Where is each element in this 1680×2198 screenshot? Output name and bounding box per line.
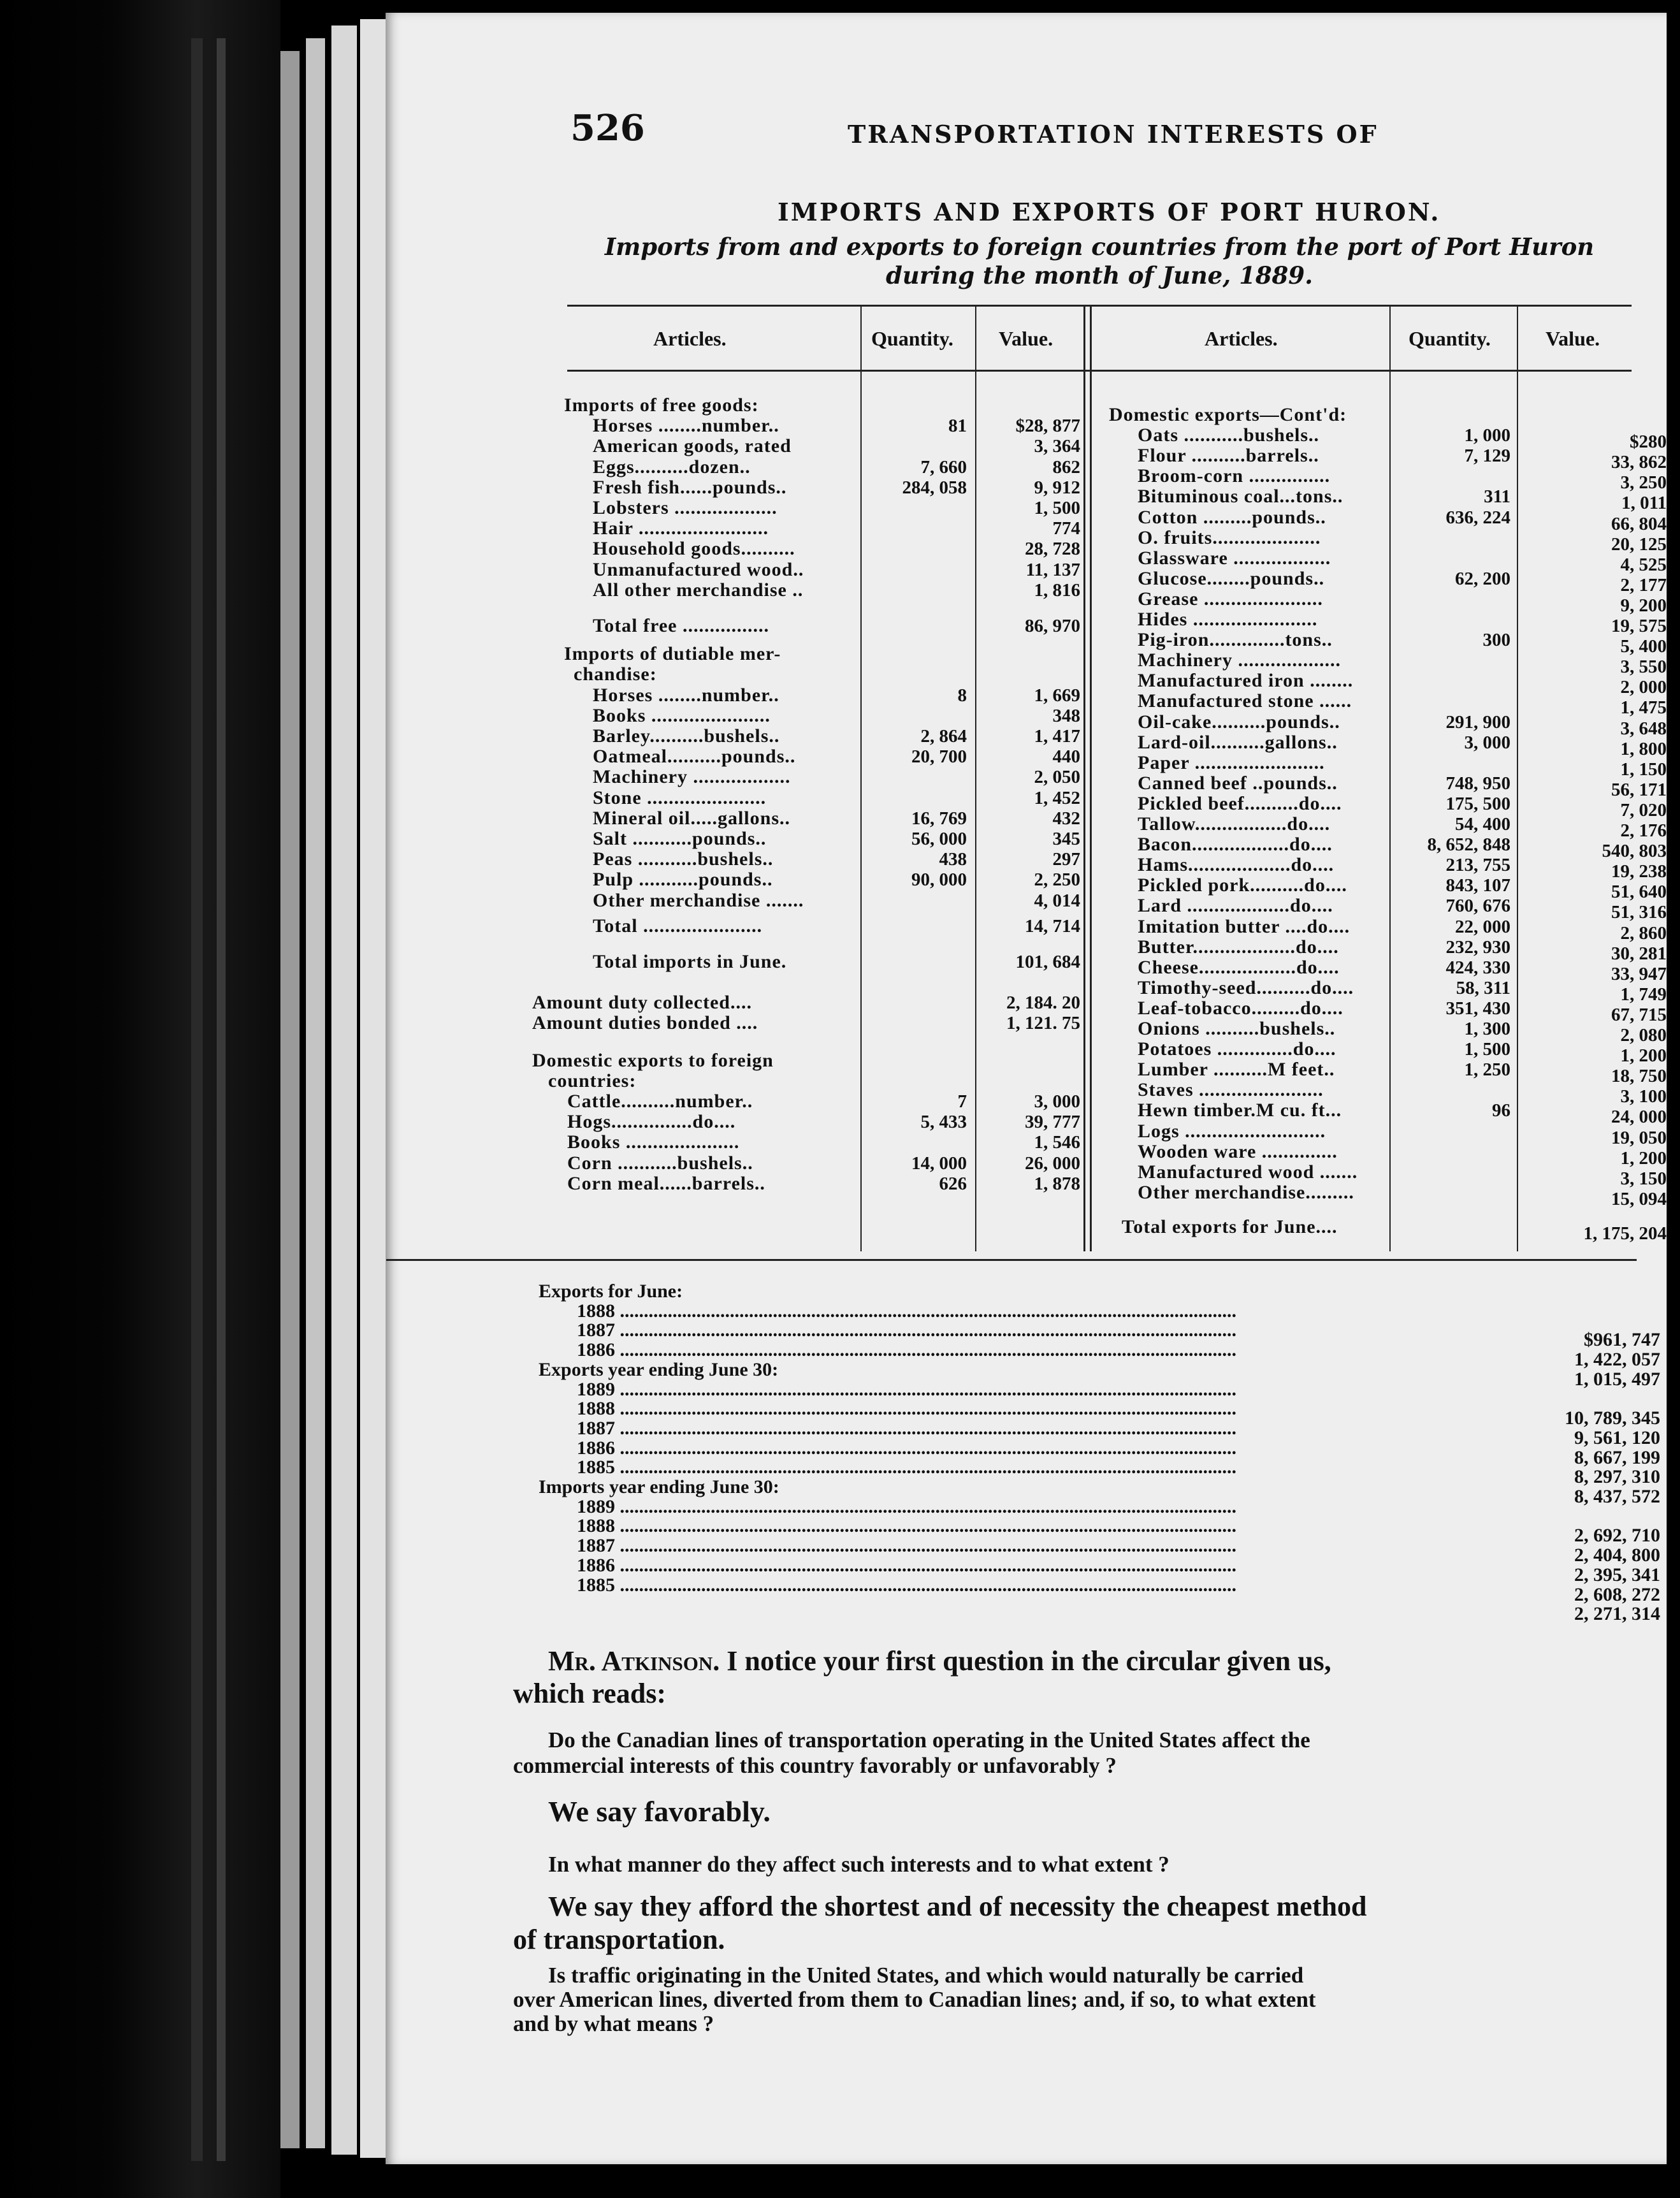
- row-quantity: 90, 000: [911, 870, 967, 891]
- running-head: TRANSPORTATION INTERESTS OF: [848, 120, 1379, 149]
- row-value: 3, 100: [1620, 1086, 1667, 1107]
- row-label: Glucose........pounds..: [1138, 567, 1325, 589]
- summary-heading: Imports year ending June 30:: [539, 1477, 779, 1497]
- row-value: 1, 669: [1034, 685, 1080, 706]
- row-label: Imports of dutiable mer-: [564, 643, 781, 665]
- answer-text: of transportation.: [513, 1924, 725, 1955]
- row-value: 3, 250: [1620, 472, 1667, 493]
- row-label: Domestic exports to foreign: [532, 1049, 774, 1071]
- row-value: 20, 125: [1611, 534, 1667, 555]
- row-quantity: 1, 300: [1464, 1019, 1510, 1039]
- row-label: All other merchandise ..: [593, 579, 804, 600]
- row-value: 3, 150: [1620, 1168, 1667, 1189]
- row-label: Onions ..........bushels..: [1138, 1018, 1336, 1039]
- row-label: Manufactured iron ........: [1138, 670, 1354, 692]
- summary-value: 1, 422, 057: [1574, 1349, 1660, 1371]
- row-label: Pickled beef..........do....: [1138, 792, 1342, 814]
- page-number: 526: [570, 107, 645, 149]
- row-label: Tallow.................do....: [1138, 813, 1331, 834]
- page-edge: [191, 38, 203, 2161]
- row-label: Eggs..........dozen..: [593, 456, 751, 477]
- summary-year: 1888 .................................................................................................................................: [577, 1399, 1236, 1420]
- row-quantity: 1, 250: [1464, 1059, 1510, 1081]
- row-label: Pulp ...........pounds..: [593, 869, 773, 891]
- row-label: Horses ........number..: [593, 415, 779, 437]
- summary-value: 9, 561, 120: [1574, 1427, 1660, 1448]
- summary-value: 2, 404, 800: [1574, 1545, 1660, 1566]
- row-label: Lumber ..........M feet..: [1138, 1059, 1335, 1081]
- header-quantity: Quantity.: [1408, 327, 1491, 350]
- header-value: Value.: [1546, 327, 1600, 350]
- row-quantity: 424, 330: [1445, 957, 1510, 978]
- header-articles: Articles.: [653, 327, 727, 350]
- summary-year: 1885 .................................................................................................................................: [577, 1457, 1236, 1478]
- row-quantity: 351, 430: [1445, 998, 1510, 1019]
- row-quantity: 7, 129: [1464, 446, 1510, 467]
- row-label: Cattle..........number..: [567, 1091, 753, 1112]
- page-edge: [306, 38, 325, 2148]
- row-label: Total ......................: [593, 915, 763, 936]
- row-label: Staves .......................: [1138, 1079, 1324, 1101]
- row-quantity: 81: [948, 416, 967, 437]
- summary-value: 2, 692, 710: [1574, 1525, 1660, 1547]
- row-value: 9, 912: [1034, 477, 1080, 498]
- row-label: Bacon..................do....: [1138, 834, 1333, 855]
- row-label: chandise:: [574, 664, 657, 685]
- row-label: Oil-cake..........pounds..: [1138, 711, 1340, 732]
- row-label: Books .....................: [567, 1132, 740, 1153]
- row-value: 1, 475: [1620, 697, 1667, 718]
- row-quantity: 284, 058: [902, 477, 967, 498]
- column-divider: [860, 305, 862, 1251]
- row-value: 2, 184. 20: [1006, 993, 1080, 1014]
- row-quantity: 3, 000: [1464, 732, 1510, 753]
- row-quantity: 748, 950: [1445, 773, 1510, 794]
- header-articles: Articles.: [1205, 327, 1278, 350]
- row-label: countries:: [548, 1070, 637, 1091]
- row-quantity: 843, 107: [1445, 875, 1510, 896]
- row-label: Salt ...........pounds..: [593, 828, 767, 849]
- row-label: Other merchandise .......: [593, 889, 804, 911]
- row-value: 4, 525: [1620, 554, 1667, 575]
- row-label: Domestic exports—Cont'd:: [1109, 404, 1347, 425]
- summary-value: 1, 015, 497: [1574, 1368, 1660, 1390]
- row-quantity: 7: [957, 1091, 967, 1112]
- row-value: 1, 500: [1034, 498, 1080, 518]
- row-quantity: 175, 500: [1445, 793, 1510, 814]
- row-value: 1, 175, 204: [1583, 1223, 1667, 1244]
- row-value: 18, 750: [1611, 1066, 1667, 1087]
- row-value: 1, 200: [1620, 1045, 1667, 1066]
- row-label: Grease ......................: [1138, 588, 1323, 609]
- question-text: Do the Canadian lines of transportation operating in the United States affect the: [548, 1728, 1310, 1752]
- row-label: Barley..........bushels..: [593, 725, 780, 746]
- row-value: 2, 176: [1620, 820, 1667, 841]
- row-label: Leaf-tobacco.........do....: [1138, 997, 1343, 1019]
- summary-year: 1889 .................................................................................................................................: [577, 1379, 1236, 1400]
- row-value: 28, 728: [1025, 539, 1080, 560]
- row-value: 3, 000: [1034, 1091, 1080, 1112]
- row-value: 2, 177: [1620, 574, 1667, 595]
- row-label: Imitation butter ....do....: [1138, 915, 1351, 937]
- row-label: Corn meal......barrels..: [567, 1172, 765, 1194]
- row-label: Unmanufactured wood..: [593, 558, 804, 580]
- row-value: 297: [1052, 849, 1080, 870]
- page-edge: [217, 38, 226, 2161]
- row-value: 101, 684: [1015, 952, 1080, 972]
- row-label: Cheese..................do....: [1138, 956, 1340, 978]
- row-label: Imports of free goods:: [564, 395, 759, 416]
- column-divider: [975, 305, 976, 1251]
- row-quantity: 760, 676: [1445, 896, 1510, 917]
- row-value: 2, 250: [1034, 870, 1080, 891]
- row-value: 1, 546: [1034, 1132, 1080, 1153]
- row-label: Logs ..........................: [1138, 1120, 1326, 1142]
- paragraph-text: I notice your first question in the circular given us,: [727, 1645, 1331, 1677]
- row-value: 39, 777: [1025, 1112, 1080, 1133]
- summary-year: 1887 .................................................................................................................................: [577, 1418, 1236, 1439]
- answer-text: We say they afford the shortest and of necessity the cheapest method: [548, 1891, 1367, 1922]
- row-label: Total imports in June.: [593, 951, 787, 972]
- row-quantity: 8, 652, 848: [1427, 834, 1510, 855]
- row-value: 1, 749: [1620, 984, 1667, 1005]
- header-quantity: Quantity.: [871, 327, 953, 350]
- row-label: Timothy-seed..........do....: [1138, 977, 1354, 998]
- row-quantity: 213, 755: [1445, 855, 1510, 876]
- answer-1: We say favorably.: [548, 1795, 771, 1828]
- question-text: and by what means ?: [513, 2011, 714, 2036]
- row-label: Lard-oil..........gallons..: [1138, 731, 1338, 753]
- column-divider: [1090, 305, 1092, 1251]
- row-quantity: 16, 769: [911, 808, 967, 829]
- summary-year: 1888 .................................................................................................................................: [577, 1300, 1236, 1321]
- row-label: Butter...................do....: [1138, 936, 1339, 957]
- row-quantity: 626: [939, 1173, 967, 1194]
- book-spine: [0, 0, 280, 2198]
- row-label: Bituminous coal...tons..: [1138, 486, 1343, 507]
- row-label: Hewn timber.M cu. ft...: [1138, 1100, 1342, 1121]
- row-quantity: 311: [1484, 486, 1510, 507]
- row-quantity: 22, 000: [1455, 916, 1510, 937]
- row-label: Flour ..........barrels..: [1138, 445, 1319, 467]
- column-divider: [1389, 305, 1391, 1251]
- row-label: Wooden ware ..............: [1138, 1140, 1338, 1162]
- row-quantity: 58, 311: [1456, 977, 1510, 998]
- row-label: Total exports for June....: [1122, 1216, 1338, 1237]
- column-divider: [1517, 305, 1518, 1251]
- row-value: 3, 550: [1620, 657, 1667, 678]
- summary-value: 8, 437, 572: [1574, 1486, 1660, 1507]
- row-value: 51, 316: [1611, 902, 1667, 923]
- row-value: 5, 400: [1620, 636, 1667, 657]
- summary-year: 1888 .................................................................................................................................: [577, 1516, 1236, 1537]
- row-label: Canned beef ..pounds..: [1138, 772, 1338, 794]
- row-value: 51, 640: [1611, 882, 1667, 903]
- book-page: [386, 13, 1667, 2164]
- row-quantity: 62, 200: [1455, 568, 1510, 589]
- summary-year: 1887 .................................................................................................................................: [577, 1536, 1236, 1557]
- row-value: 56, 171: [1611, 779, 1667, 800]
- row-value: 2, 050: [1034, 767, 1080, 788]
- summary-heading: Exports for June:: [539, 1281, 683, 1302]
- row-value: 66, 804: [1611, 513, 1667, 534]
- section-title: IMPORTS AND EXPORTS OF PORT HURON.: [778, 198, 1441, 226]
- row-label: Pig-iron..............tons..: [1138, 629, 1333, 651]
- row-quantity: 438: [939, 849, 967, 870]
- row-value: 1, 800: [1620, 738, 1667, 759]
- row-label: Stone ......................: [593, 787, 767, 808]
- row-value: 24, 000: [1611, 1107, 1667, 1128]
- row-label: Lobsters ...................: [593, 497, 778, 518]
- summary-value: 8, 667, 199: [1574, 1446, 1660, 1468]
- row-quantity: 5, 433: [920, 1112, 967, 1133]
- row-label: Manufactured stone ......: [1138, 690, 1352, 712]
- row-label: Paper ........................: [1138, 752, 1325, 773]
- summary-year: 1889 .................................................................................................................................: [577, 1496, 1236, 1517]
- row-label: Fresh fish......pounds..: [593, 476, 787, 498]
- speaker-name: Mr. Atkinson.: [548, 1645, 720, 1677]
- page-edge: [360, 19, 386, 2158]
- row-value: 1, 878: [1034, 1173, 1080, 1194]
- row-label: Manufactured wood .......: [1138, 1161, 1358, 1183]
- question-text: Is traffic originating in the United States, and which would naturally be carried: [548, 1963, 1304, 1988]
- row-label: O. fruits....................: [1138, 527, 1321, 548]
- summary-year: 1886 .................................................................................................................................: [577, 1437, 1236, 1459]
- row-value: 2, 000: [1620, 677, 1667, 698]
- row-quantity: 56, 000: [911, 829, 967, 849]
- row-label: Cotton .........pounds..: [1138, 506, 1326, 528]
- row-value: 33, 862: [1611, 452, 1667, 473]
- row-value: 1, 816: [1034, 579, 1080, 600]
- row-quantity: 300: [1482, 630, 1510, 651]
- row-quantity: 20, 700: [911, 746, 967, 768]
- question-3: [513, 1963, 1635, 2036]
- row-label: Horses ........number..: [593, 684, 779, 706]
- table-header-rule: [567, 370, 1632, 372]
- row-value: 4, 014: [1034, 890, 1080, 911]
- row-value: 30, 281: [1611, 943, 1667, 964]
- row-quantity: 232, 930: [1445, 936, 1510, 957]
- row-value: 862: [1052, 456, 1080, 477]
- row-value: 1, 452: [1034, 787, 1080, 808]
- row-value: 3, 648: [1620, 718, 1667, 739]
- row-value: 345: [1052, 829, 1080, 849]
- row-value: 432: [1052, 808, 1080, 829]
- row-label: Hogs...............do....: [567, 1111, 736, 1133]
- row-label: Books ......................: [593, 704, 771, 726]
- summary-value: 2, 271, 314: [1574, 1603, 1660, 1625]
- row-value: 15, 094: [1611, 1188, 1667, 1209]
- row-value: 1, 417: [1034, 726, 1080, 746]
- summary-value: 2, 608, 272: [1574, 1583, 1660, 1605]
- question-text: over American lines, diverted from them to Canadian lines; and, if so, to what extent: [513, 1987, 1316, 2012]
- row-label: Glassware ..................: [1138, 547, 1331, 569]
- row-label: Other merchandise.........: [1138, 1181, 1354, 1203]
- row-value: 540, 803: [1602, 841, 1667, 862]
- summary-year: 1886 .................................................................................................................................: [577, 1340, 1236, 1361]
- row-label: Total free ................: [593, 615, 769, 636]
- table-top-rule: [567, 305, 1632, 307]
- summary-value: 8, 297, 310: [1574, 1466, 1660, 1488]
- summary-value: 10, 789, 345: [1565, 1408, 1660, 1429]
- row-label: Machinery ...................: [1138, 650, 1341, 671]
- row-value: 19, 575: [1611, 616, 1667, 636]
- row-quantity: 291, 900: [1445, 711, 1510, 732]
- row-quantity: 2, 864: [920, 726, 967, 746]
- table-bottom-rule: [386, 1259, 1637, 1261]
- row-quantity: 7, 660: [920, 456, 967, 477]
- row-value: 3, 364: [1034, 436, 1080, 457]
- summary-value: 2, 395, 341: [1574, 1564, 1660, 1585]
- row-value: 440: [1052, 746, 1080, 768]
- row-label: Peas ...........bushels..: [593, 848, 774, 870]
- row-label: Hides .......................: [1138, 609, 1318, 630]
- row-label: Potatoes ..............do....: [1138, 1038, 1336, 1060]
- row-value: 1, 150: [1620, 759, 1667, 780]
- row-label: Household goods..........: [593, 538, 795, 560]
- table-subtitle: Imports from and exports to foreign countries from the port of Port Huron during the month of June, 1889.: [604, 233, 1595, 289]
- summary-heading: Exports year ending June 30:: [539, 1359, 779, 1380]
- row-quantity: 1, 000: [1464, 425, 1510, 446]
- row-label: Mineral oil.....gallons..: [593, 807, 790, 829]
- row-value: 14, 714: [1025, 915, 1080, 936]
- row-value: 33, 947: [1611, 963, 1667, 984]
- row-label: Amount duties bonded ....: [532, 1012, 758, 1034]
- row-value: 1, 200: [1620, 1147, 1667, 1168]
- row-value: 26, 000: [1025, 1153, 1080, 1174]
- summary-year: 1886 .................................................................................................................................: [577, 1555, 1236, 1576]
- row-value: 1, 011: [1621, 493, 1667, 514]
- row-value: 11, 137: [1025, 559, 1080, 580]
- summary-value: $961, 747: [1584, 1329, 1660, 1351]
- row-quantity: 8: [957, 685, 967, 706]
- row-quantity: 96: [1492, 1100, 1510, 1121]
- row-value: 774: [1052, 518, 1080, 539]
- row-quantity: 14, 000: [911, 1153, 967, 1174]
- row-label: Machinery ..................: [593, 766, 791, 788]
- row-label: Pickled pork..........do....: [1138, 875, 1347, 896]
- summary-year: 1887 .................................................................................................................................: [577, 1320, 1236, 1341]
- row-value: $28, 877: [1015, 416, 1080, 437]
- row-value: 2, 080: [1620, 1025, 1667, 1045]
- row-value: 86, 970: [1025, 616, 1080, 636]
- row-label: Hair ........................: [593, 518, 769, 539]
- row-value: 19, 050: [1611, 1127, 1667, 1148]
- row-quantity: 636, 224: [1445, 507, 1510, 528]
- row-quantity: 1, 500: [1464, 1039, 1510, 1060]
- row-label: Oats ...........bushels..: [1138, 425, 1320, 446]
- row-value: 348: [1052, 705, 1080, 726]
- row-label: Oatmeal..........pounds..: [593, 746, 796, 768]
- row-value: 9, 200: [1620, 595, 1667, 616]
- page-edge: [331, 25, 357, 2155]
- answer-2: [513, 1890, 1635, 1956]
- question-1: [513, 1728, 1635, 1779]
- row-label: Lard ...................do....: [1138, 895, 1333, 917]
- question-text: commercial interests of this country favorably or unfavorably ?: [513, 1753, 1117, 1778]
- row-value: $280: [1630, 432, 1667, 453]
- row-label: Amount duty collected....: [532, 992, 752, 1014]
- row-label: Corn ...........bushels..: [567, 1152, 753, 1174]
- paragraph-text: which reads:: [513, 1678, 666, 1709]
- question-2: In what manner do they affect such interests and to what extent ?: [548, 1852, 1169, 1877]
- column-divider: [1083, 305, 1085, 1251]
- header-value: Value.: [999, 327, 1054, 350]
- page-edge: [280, 51, 300, 2148]
- row-label: Hams...................do....: [1138, 854, 1335, 876]
- row-quantity: 54, 400: [1455, 814, 1510, 834]
- row-value: 1, 121. 75: [1006, 1013, 1080, 1034]
- row-label: American goods, rated: [593, 435, 792, 457]
- row-label: Broom-corn ...............: [1138, 465, 1331, 487]
- row-value: 7, 020: [1620, 799, 1667, 820]
- summary-year: 1885 .................................................................................................................................: [577, 1575, 1236, 1596]
- row-value: 67, 715: [1611, 1004, 1667, 1025]
- paragraph-atkinson: [513, 1645, 1635, 1710]
- row-value: 2, 860: [1620, 922, 1667, 943]
- row-value: 19, 238: [1611, 861, 1667, 882]
